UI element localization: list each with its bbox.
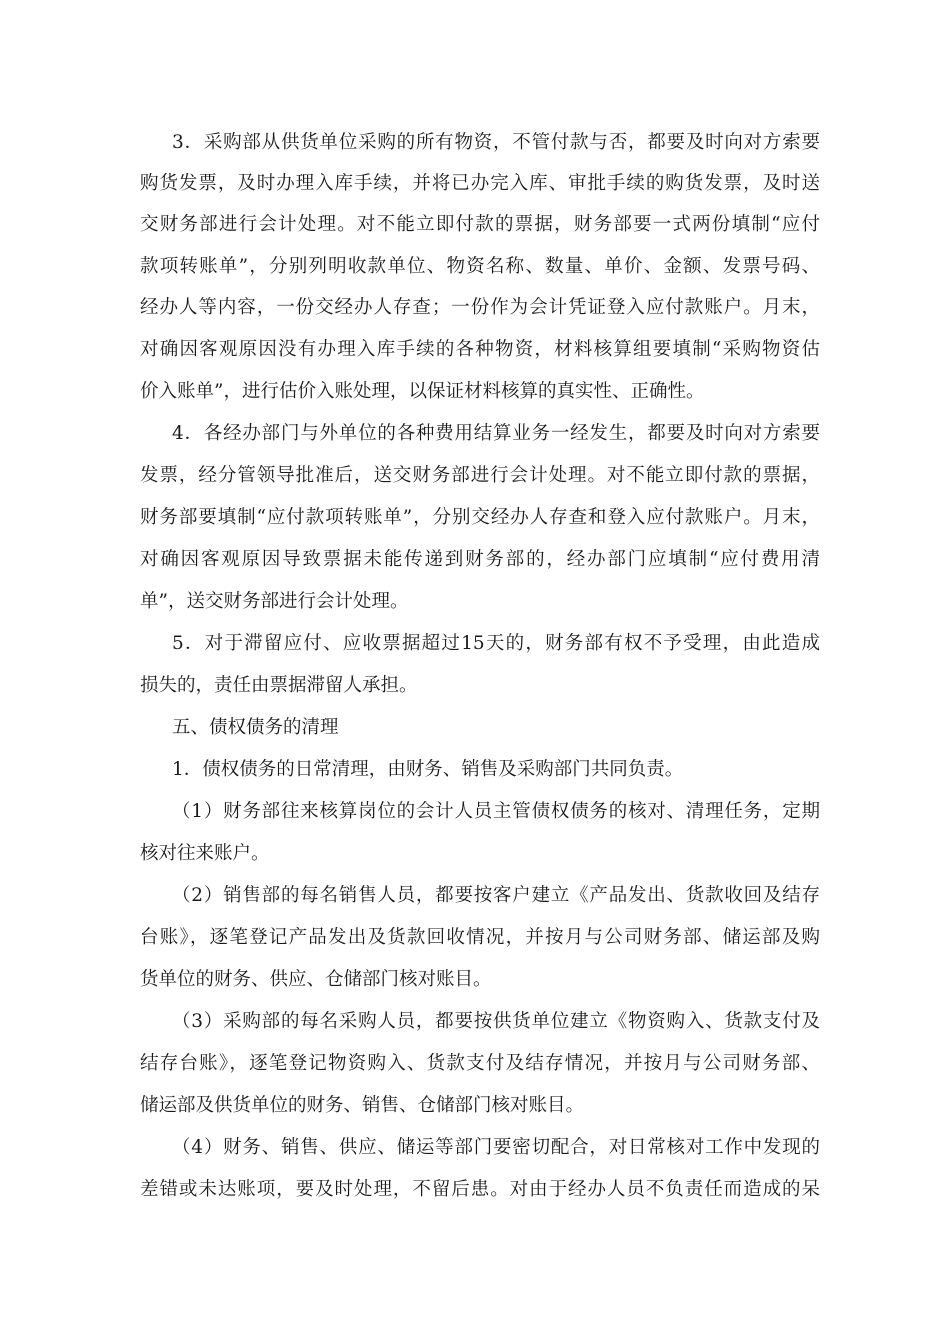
subitem-3-line-3: 储运部及供货单位的财务、销售、仓储部门核对账目。 — [140, 1095, 585, 1116]
subitem-4-line-1: （4）财务、销售、供应、储运等部门要密切配合，对日常核对工作中发现的 — [172, 1137, 820, 1158]
subitem-2-line-3: 货单位的财务、供应、仓储部门核对账目。 — [140, 969, 492, 990]
subitem-1-line-2: 核对往来账户。 — [140, 843, 270, 864]
paragraph-4-line-2: 发票，经分管领导批准后，送交财务部进行会计处理。对不能立即付款的票据， — [140, 465, 820, 486]
paragraph-3-line-5: 经办人等内容，一份交经办人存查；一份作为会计凭证登入应付款账户。月末， — [140, 297, 820, 318]
subitem-2-line-2: 台账》，逐笔登记产品发出及货款回收情况，并按月与公司财务部、储运部及购 — [140, 927, 820, 948]
subitem-4-line-2: 差错或未达账项，要及时处理，不留后患。对由于经办人员不负责任而造成的呆 — [140, 1179, 820, 1200]
paragraph-5-line-1: 5．对于滞留应付、应收票据超过15天的，财务部有权不予受理，由此造成 — [172, 633, 820, 654]
subitem-3-line-2: 结存台账》，逐笔登记物资购入、货款支付及结存情况，并按月与公司财务部、 — [140, 1053, 820, 1074]
paragraph-3-line-3: 交财务部进行会计处理。对不能立即付款的票据，财务部要一式两份填制“应付 — [140, 214, 820, 235]
paragraph-3-line-4: 款项转账单”，分别列明收款单位、物资名称、数量、单价、金额、发票号码、 — [140, 256, 820, 277]
paragraph-3-line-2: 购货发票，及时办理入库手续，并将已办完入库、审批手续的购货发票，及时送 — [140, 173, 820, 194]
paragraph-4-line-5: 单”，送交财务部进行会计处理。 — [140, 591, 409, 612]
paragraph-5-line-2: 损失的，责任由票据滞留人承担。 — [140, 675, 418, 696]
paragraph-3-line-1: 3．采购部从供货单位采购的所有物资，不管付款与否，都要及时向对方索要 — [172, 132, 820, 153]
subitem-1-line-1: （1）财务部往来核算岗位的会计人员主管债权债务的核对、清理任务，定期 — [172, 801, 820, 822]
paragraph-4-line-4: 对确因客观原因导致票据未能传递到财务部的，经办部门应填制“应付费用清 — [140, 549, 820, 570]
paragraph-4-line-1: 4．各经办部门与外单位的各种费用结算业务一经发生，都要及时向对方索要 — [172, 423, 820, 444]
paragraph-4-line-3: 财务部要填制“应付款项转账单”，分别交经办人存查和登入应付款账户。月末， — [140, 507, 820, 528]
item-1-line-1: 1．债权债务的日常清理，由财务、销售及采购部门共同负责。 — [172, 759, 684, 780]
paragraph-3-line-6: 对确因客观原因没有办理入库手续的各种物资，材料核算组要填制“采购物资估 — [140, 339, 820, 360]
section-heading-debt-clearing: 五、债权债务的清理 — [172, 717, 339, 738]
subitem-2-line-1: （2）销售部的每名销售人员，都要按客户建立《产品发出、货款收回及结存 — [172, 885, 820, 906]
subitem-3-line-1: （3）采购部的每名采购人员，都要按供货单位建立《物资购入、货款支付及 — [172, 1011, 820, 1032]
paragraph-3-line-7: 价入账单”，进行估价入账处理，以保证材料核算的真实性、正确性。 — [140, 381, 705, 402]
